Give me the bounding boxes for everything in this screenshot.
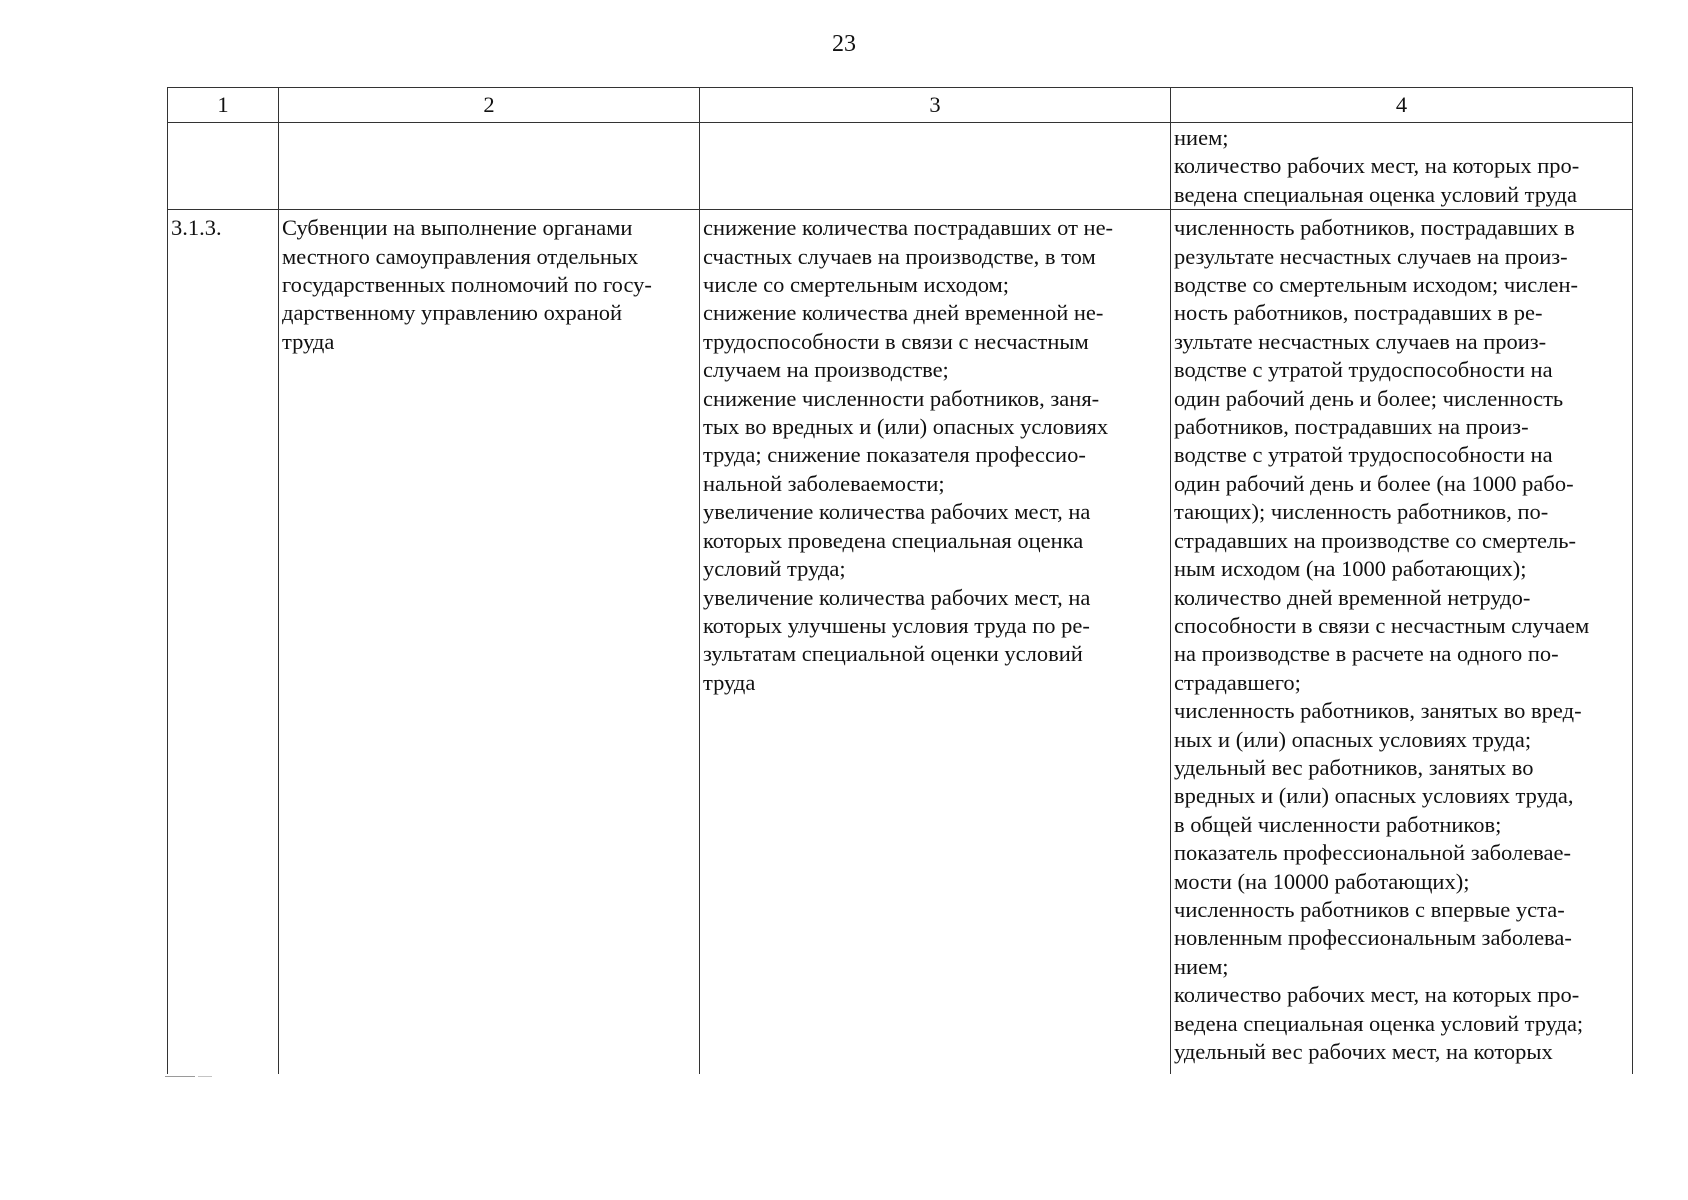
text-line: труда [282,328,335,354]
scan-artifact [165,1076,195,1077]
text-line: один рабочий день и более; численность [1174,385,1564,411]
text-line: снижение количества дней временной не- [703,300,1104,326]
cell-indicators [1171,123,1633,210]
scan-artifact [198,1076,212,1077]
text-line: местного самоуправления отдельных [282,243,639,269]
text-line: в общей численности работников; [1174,811,1502,837]
cell-goals [700,123,1171,210]
text-line: трудоспособности в связи с несчастным [703,328,1089,354]
column-header-2: 2 [279,88,700,123]
text-line: водстве со смертельным исходом; числен- [1174,272,1579,298]
text-line: ным исходом (на 1000 работающих); [1174,556,1527,582]
text-line: численность работников, пострадавших в [1174,215,1575,241]
text-line: численность работников, занятых во вред- [1174,698,1582,724]
cell-name [279,210,700,1075]
text-line: количество дней временной нетрудо- [1174,584,1531,610]
text-line: показатель профессиональной заболевае- [1174,840,1571,866]
text-line: страдавшего; [1174,669,1301,695]
text-line: страдавших на производстве со смертель- [1174,527,1577,553]
text-line: государственных полномочий по госу- [282,272,652,298]
indicators-table [167,87,1633,1074]
text-line: ведена специальная оценка условий труда; [1174,1010,1584,1036]
text-line: вредных и (или) опасных условиях труда, [1174,783,1574,809]
text-line: новленным профессиональным заболева- [1174,925,1572,951]
text-line: труда; снижение показателя профессио- [703,442,1086,468]
text-line: снижение количества пострадавших от не- [703,215,1114,241]
text-line: мости (на 10000 работающих); [1174,868,1470,894]
page-number: 23 [832,31,856,57]
text-line: количество рабочих мест, на которых про- [1174,153,1580,179]
text-line: тых во вредных и (или) опасных условиях [703,414,1109,440]
text-line: увеличение количества рабочих мест, на [703,584,1091,610]
text-line: численность работников с впервые уста- [1174,896,1565,922]
column-header-4: 4 [1171,88,1633,123]
text-line: результате несчастных случаев на произ- [1174,243,1568,269]
text-line: водстве с утратой трудоспособности на [1174,357,1553,383]
table-row-3-1-3 [168,210,1633,1075]
header-row [168,88,1633,123]
text-line: зультатам специальной оценки условий [703,641,1083,667]
column-header-1: 1 [168,88,279,123]
text-line: один рабочий день и более (на 1000 рабо- [1174,470,1574,496]
text-line: нальной заболеваемости; [703,470,945,496]
cell-name [279,123,700,210]
text-line: удельный вес работников, занятых во [1174,754,1534,780]
text-line: случаем на производстве; [703,357,949,383]
cell-code [168,123,279,210]
text-line: дарственному управлению охраной [282,300,623,326]
text-line: способности в связи с несчастным случаем [1174,612,1590,638]
text-line: условий труда; [703,556,846,582]
text-line: ведена специальная оценка условий труда [1174,181,1577,207]
cell-indicators [1171,210,1633,1075]
text-line: водстве с утратой трудоспособности на [1174,442,1553,468]
text-line: ность работников, пострадавших в ре- [1174,300,1543,326]
text-line: зультате несчастных случаев на произ- [1174,328,1547,354]
table-row-continuation [168,123,1633,210]
cell-goals [700,210,1171,1075]
text-line: ных и (или) опасных условиях труда; [1174,726,1532,752]
text-line: которых проведена специальная оценка [703,527,1084,553]
text-line: нием; [1174,953,1229,979]
text-line: увеличение количества рабочих мест, на [703,499,1091,525]
text-line: нием; [1174,125,1229,150]
column-header-3: 3 [700,88,1171,123]
text-line: Субвенции на выполнение органами [282,215,633,241]
text-line: удельный вес рабочих мест, на которых [1174,1039,1553,1064]
text-line: тающих); численность работников, по- [1174,499,1549,525]
text-line: работников, пострадавших на произ- [1174,414,1529,440]
text-line: количество рабочих мест, на которых про- [1174,982,1580,1008]
text-line: снижение численности работников, заня- [703,385,1100,411]
text-line: труда [703,669,756,695]
text-line: которых улучшены условия труда по ре- [703,612,1090,638]
text-line: числе со смертельным исходом; [703,272,1010,298]
text-line: на производстве в расчете на одного по- [1174,641,1559,667]
text-line: счастных случаев на производстве, в том [703,243,1096,269]
cell-code: 3.1.3. [168,210,279,1075]
